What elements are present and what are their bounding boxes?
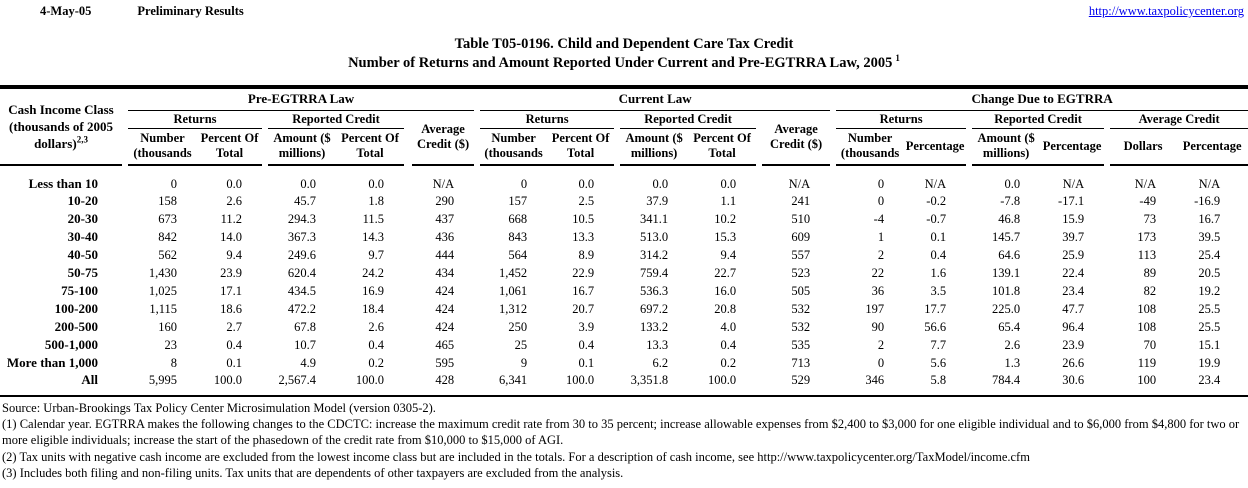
column-header-change-avg-dollars: Dollars	[1110, 128, 1176, 165]
data-cell: 25.5	[1198, 319, 1221, 334]
data-cell: 23.9	[1062, 337, 1085, 352]
data-cell: 160	[158, 319, 177, 334]
column-header-pre-credit-percent-of-total: Percent Of Total	[336, 128, 404, 165]
data-cell: 0.4	[578, 337, 595, 352]
data-cell: 595	[435, 355, 455, 370]
data-cell: 535	[791, 337, 811, 352]
column-spacer	[404, 372, 412, 395]
subheader-current-returns: Returns	[480, 110, 614, 128]
data-cell: 713	[791, 355, 811, 370]
data-cell: 108	[1137, 319, 1157, 334]
data-cell: 759.4	[639, 265, 669, 280]
data-cell: 5.8	[930, 372, 947, 387]
data-cell: 241	[791, 193, 811, 208]
data-cell: 89	[1143, 265, 1157, 280]
data-cell: 4.9	[300, 355, 316, 370]
data-cell: 4.0	[720, 319, 737, 334]
column-header-pre-average-credit: Average Credit ($)	[412, 110, 474, 165]
data-cell: 346	[865, 372, 885, 387]
data-cell: 434	[435, 265, 455, 280]
data-cell: 0.1	[226, 355, 242, 370]
column-header-change-number-thousands: Number (thousands	[836, 128, 904, 165]
table-body	[0, 165, 1248, 395]
data-cell: 562	[158, 247, 177, 262]
data-cell: 367.3	[287, 229, 316, 244]
data-cell: 0.0	[226, 176, 242, 191]
row-label: All	[81, 372, 98, 387]
data-cell: 73	[1143, 211, 1157, 226]
data-cell: 2	[877, 337, 885, 352]
data-cell: -16.9	[1194, 193, 1221, 208]
data-cell: 620.4	[287, 265, 316, 280]
table-title-line2: Number of Returns and Amount Reported Under Current and Pre-EGTRRA Law, 2005 $^1$	[348, 53, 900, 71]
data-cell: 96.4	[1062, 319, 1085, 334]
data-cell: 39.5	[1198, 229, 1221, 244]
subheader-change-reported-credit: Reported Credit	[972, 110, 1104, 128]
column-header-change-returns-percentage: Percentage	[904, 128, 966, 165]
data-cell: 0.1	[578, 355, 595, 370]
data-cell: 505	[791, 283, 811, 298]
data-cell: 6.2	[652, 355, 669, 370]
data-cell: 11.2	[220, 211, 242, 226]
table-row	[0, 192, 1248, 210]
data-cell: N/A	[1198, 176, 1221, 191]
data-cell: 314.2	[639, 247, 669, 262]
footnote-1: (1) Calendar year. EGTRRA makes the following changes to the CDCTC: increase the maximum credit rate from 30 to 35 percent; increase allowable expenses from $2,400 to $3,000 for one eligible individual and to $6,000 from $4,800 for two or more eligible individuals; increase the start of the phasedown of the credit rate from $10,000 to $15,000 of AGI.	[2, 417, 1240, 448]
data-cell: 2.6	[368, 319, 384, 334]
data-cell: 2,567.4	[278, 372, 316, 387]
data-cell: 424	[435, 301, 455, 316]
table-row	[0, 318, 1248, 336]
data-cell: 100.0	[355, 372, 384, 387]
data-cell: 25.5	[1198, 301, 1221, 316]
data-cell: 20.7	[572, 301, 595, 316]
data-cell: 18.6	[220, 301, 242, 316]
data-cell: 15.1	[1198, 337, 1221, 352]
row-label: 40-50	[67, 247, 98, 262]
data-cell: 10.2	[714, 211, 737, 226]
data-cell: 39.7	[1062, 229, 1085, 244]
table-row	[0, 300, 1248, 318]
data-cell: 0.4	[368, 337, 384, 352]
row-header-cash-income-class: Cash Income Class (thousands of 2005 dollars)$^{2,3}$	[0, 89, 122, 165]
data-cell: 673	[158, 211, 177, 226]
table-row	[0, 282, 1248, 300]
data-cell: 15.3	[714, 229, 737, 244]
data-cell: 8.9	[578, 247, 595, 262]
data-cell: 529	[791, 372, 811, 387]
data-cell: 0	[877, 176, 885, 191]
data-cell: 47.7	[1062, 301, 1085, 316]
data-cell: 100	[1137, 372, 1157, 387]
column-spacer	[404, 318, 412, 336]
data-cell: 1,061	[498, 283, 528, 298]
column-spacer	[404, 210, 412, 228]
data-cell: 24.2	[362, 265, 384, 280]
row-label: 10-20	[67, 193, 98, 208]
footnote-3: (3) Includes both filing and non-filing units. Tax units that are dependents of other taxpayers are excluded from the analysis.	[2, 465, 624, 480]
data-cell: 173	[1137, 229, 1157, 244]
data-cell: 197	[865, 301, 885, 316]
data-cell: 16.7	[1198, 211, 1221, 226]
subheader-pre-reported-credit: Reported Credit	[268, 110, 404, 128]
row-label: 20-30	[67, 211, 98, 226]
row-label: 75-100	[61, 283, 98, 298]
data-cell: 843	[508, 229, 528, 244]
data-cell: 341.1	[639, 211, 669, 226]
data-cell: 8	[170, 355, 177, 370]
data-cell: 3,351.8	[630, 372, 669, 387]
table-row	[0, 210, 1248, 228]
data-cell: 0.1	[930, 229, 947, 244]
data-cell: N/A	[924, 176, 947, 191]
table-title-line1: Table T05-0196. Child and Dependent Care Tax Credit	[454, 36, 794, 52]
column-spacer	[404, 110, 412, 165]
row-label: 30-40	[67, 229, 98, 244]
data-cell: -17.1	[1058, 193, 1085, 208]
data-cell: 250	[508, 319, 528, 334]
data-cell: 0.0	[652, 176, 669, 191]
data-cell: 10.5	[572, 211, 595, 226]
data-cell: 434.5	[287, 283, 316, 298]
data-cell: 1.8	[368, 193, 384, 208]
data-cell: 842	[158, 229, 177, 244]
data-cell: 113	[1137, 247, 1157, 262]
data-cell: 22.7	[714, 265, 737, 280]
table-row	[0, 246, 1248, 264]
table-row	[0, 372, 1248, 395]
data-cell: 0.0	[720, 176, 737, 191]
data-cell: 100.0	[565, 372, 595, 387]
data-cell: 65.4	[998, 319, 1021, 334]
column-header-current-credit-percent-of-total: Percent Of Total	[688, 128, 756, 165]
data-cell: 5.6	[930, 355, 947, 370]
data-cell: 472.2	[287, 301, 316, 316]
data-cell: -7.8	[1000, 193, 1021, 208]
data-cell: N/A	[432, 176, 455, 191]
data-cell: 19.9	[1198, 355, 1221, 370]
data-cell: 1.6	[930, 265, 947, 280]
data-cell: 101.8	[991, 283, 1021, 298]
data-cell: 1,452	[498, 265, 528, 280]
column-header-pre-number-thousands: Number (thousands	[128, 128, 197, 165]
data-cell: -49	[1139, 193, 1157, 208]
data-cell: 10.7	[294, 337, 316, 352]
data-cell: 11.5	[362, 211, 384, 226]
data-cell: 56.6	[924, 319, 947, 334]
data-cell: 36	[871, 283, 885, 298]
data-cell: 14.3	[362, 229, 384, 244]
data-cell: 25.9	[1062, 247, 1085, 262]
data-cell: 9.4	[720, 247, 737, 262]
data-cell: 22.9	[572, 265, 595, 280]
data-cell: 1	[877, 229, 885, 244]
data-cell: 0	[170, 176, 177, 191]
column-spacer	[404, 165, 412, 192]
data-cell: 20.5	[1198, 265, 1221, 280]
data-cell: -4	[873, 211, 885, 226]
data-cell: 22.4	[1062, 265, 1085, 280]
data-cell: 23	[164, 337, 177, 352]
data-cell: 67.8	[294, 319, 316, 334]
data-table	[0, 89, 1248, 395]
table-title	[0, 35, 1248, 73]
column-spacer	[404, 192, 412, 210]
data-cell: 2	[877, 247, 885, 262]
data-cell: 290	[435, 193, 455, 208]
column-header-pre-amount-millions: Amount ($ millions)	[268, 128, 336, 165]
data-cell: 0.0	[578, 176, 595, 191]
data-cell: 20.8	[714, 301, 737, 316]
column-header-current-number-thousands: Number (thousands	[480, 128, 547, 165]
data-cell: 1.1	[720, 193, 737, 208]
data-cell: 437	[435, 211, 455, 226]
data-cell: 25	[514, 337, 528, 352]
data-cell: 225.0	[991, 301, 1021, 316]
data-cell: 249.6	[287, 247, 316, 262]
data-cell: -0.2	[926, 193, 947, 208]
preliminary-results-label: Preliminary Results	[137, 4, 244, 18]
column-spacer	[404, 354, 412, 372]
column-spacer	[404, 282, 412, 300]
data-cell: 424	[435, 283, 455, 298]
data-cell: 428	[435, 372, 455, 387]
row-label: 500-1,000	[44, 337, 98, 352]
data-cell: 13.3	[572, 229, 595, 244]
title-footnote-ref: 1	[895, 53, 900, 64]
data-cell: 9	[520, 355, 528, 370]
data-cell: 158	[158, 193, 177, 208]
footnotes	[0, 397, 1248, 481]
column-spacer	[404, 336, 412, 354]
data-cell: 108	[1137, 301, 1157, 316]
data-cell: 30.6	[1062, 372, 1085, 387]
data-cell: 14.0	[220, 229, 242, 244]
taxpolicycenter-link[interactable]: http://www.taxpolicycenter.org	[1088, 4, 1244, 18]
row-label: 50-75	[67, 265, 98, 280]
data-cell: 668	[508, 211, 528, 226]
data-cell: 23.4	[1062, 283, 1085, 298]
data-cell: 1,025	[148, 283, 177, 298]
data-cell: 532	[791, 319, 811, 334]
data-cell: 100.0	[707, 372, 737, 387]
data-cell: 64.6	[998, 247, 1021, 262]
subheader-change-returns: Returns	[836, 110, 966, 128]
column-spacer	[404, 246, 412, 264]
data-cell: 465	[435, 337, 455, 352]
data-cell: 510	[791, 211, 811, 226]
data-cell: 0.4	[226, 337, 242, 352]
data-cell: 0.0	[1004, 176, 1021, 191]
source-note: Source: Urban-Brookings Tax Policy Center Microsimulation Model (version 0305-2).	[2, 401, 436, 415]
data-cell: 0.0	[300, 176, 316, 191]
column-header-change-avg-percentage: Percentage	[1176, 128, 1248, 165]
row-label: 100-200	[54, 301, 98, 316]
data-cell: 532	[791, 301, 811, 316]
subheader-current-reported-credit: Reported Credit	[620, 110, 756, 128]
data-cell: 15.9	[1062, 211, 1085, 226]
data-cell: 0.2	[368, 355, 384, 370]
data-cell: 0.4	[720, 337, 737, 352]
data-cell: 0	[520, 176, 528, 191]
table-row	[0, 165, 1248, 192]
data-cell: 0.0	[368, 176, 384, 191]
data-cell: 2.5	[578, 193, 595, 208]
data-cell: 294.3	[287, 211, 316, 226]
data-cell: 25.4	[1198, 247, 1221, 262]
data-cell: 1,430	[148, 265, 177, 280]
column-header-current-average-credit: Average Credit ($)	[762, 110, 830, 165]
data-cell: 90	[871, 319, 885, 334]
table-row	[0, 228, 1248, 246]
column-spacer	[404, 264, 412, 282]
data-cell: 1,115	[149, 301, 177, 316]
table-row	[0, 354, 1248, 372]
group-header-pre-egtrra-law: Pre-EGTRRA Law	[128, 89, 474, 110]
page-header	[0, 0, 1248, 18]
column-spacer	[404, 228, 412, 246]
row-label: Less than 10	[28, 176, 98, 191]
group-header-current-law: Current Law	[480, 89, 830, 110]
data-cell: 23.9	[220, 265, 242, 280]
data-cell: 26.6	[1062, 355, 1085, 370]
row-label: More than 1,000	[6, 355, 98, 370]
data-cell: 22	[871, 265, 885, 280]
data-cell: 145.7	[991, 229, 1021, 244]
footnote-2: (2) Tax units with negative cash income are excluded from the lowest income class but are included in the totals. For a description of cash income, see http://www.taxpolicycenter.org/TaxModel/income.cfm	[2, 449, 1030, 464]
column-spacer	[404, 300, 412, 318]
data-cell: 17.7	[924, 301, 947, 316]
row-label: 200-500	[54, 319, 98, 334]
data-cell: 784.4	[991, 372, 1021, 387]
data-cell: 133.2	[639, 319, 669, 334]
data-cell: 46.8	[998, 211, 1021, 226]
data-cell: 0.4	[930, 247, 947, 262]
data-cell: 37.9	[646, 193, 669, 208]
data-cell: N/A	[1062, 176, 1085, 191]
data-cell: 609	[791, 229, 811, 244]
data-cell: 424	[435, 319, 455, 334]
subheader-pre-returns: Returns	[128, 110, 262, 128]
data-cell: 6,341	[498, 372, 528, 387]
data-cell: 0	[877, 193, 885, 208]
data-cell: 7.7	[930, 337, 947, 352]
data-cell: 557	[791, 247, 811, 262]
data-cell: 1.3	[1004, 355, 1021, 370]
data-cell: 139.1	[991, 265, 1021, 280]
table-row	[0, 264, 1248, 282]
data-cell: 697.2	[639, 301, 669, 316]
data-cell: 1,312	[498, 301, 528, 316]
data-cell: 536.3	[639, 283, 669, 298]
column-header-current-returns-percent-of-total: Percent Of Total	[547, 128, 614, 165]
data-cell: 564	[508, 247, 528, 262]
group-header-change-due-to-egtrra: Change Due to EGTRRA	[836, 89, 1248, 110]
data-cell: 9.4	[226, 247, 242, 262]
data-cell: 523	[791, 265, 811, 280]
data-cell: 70	[1143, 337, 1157, 352]
table-row	[0, 336, 1248, 354]
subheader-change-average-credit: Average Credit	[1110, 110, 1248, 128]
data-cell: 82	[1143, 283, 1157, 298]
row-header-footnote-ref: 2,3	[76, 134, 88, 145]
data-cell: 3.5	[930, 283, 947, 298]
data-cell: 18.4	[362, 301, 384, 316]
data-cell: 157	[508, 193, 528, 208]
column-header-change-amount-millions: Amount ($ millions)	[972, 128, 1040, 165]
data-cell: 16.9	[362, 283, 384, 298]
data-cell: 100.0	[213, 372, 242, 387]
column-header-change-credit-percentage: Percentage	[1040, 128, 1104, 165]
column-header-pre-returns-percent-of-total: Percent Of Total	[197, 128, 262, 165]
data-cell: -0.7	[926, 211, 947, 226]
data-cell: 23.4	[1198, 372, 1221, 387]
data-cell: 0	[877, 355, 885, 370]
data-cell: 119	[1137, 355, 1157, 370]
data-cell: 17.1	[220, 283, 242, 298]
data-cell: 444	[435, 247, 455, 262]
data-cell: 513.0	[639, 229, 669, 244]
data-cell: 19.2	[1198, 283, 1221, 298]
data-cell: 0.2	[720, 355, 737, 370]
column-header-current-amount-millions: Amount ($ millions)	[620, 128, 688, 165]
data-cell: 45.7	[294, 193, 316, 208]
data-cell: 13.3	[646, 337, 669, 352]
date-label: 4-May-05	[40, 4, 92, 18]
data-cell: 2.6	[226, 193, 242, 208]
data-cell: 16.7	[572, 283, 595, 298]
data-cell: 5,995	[148, 372, 177, 387]
data-cell: N/A	[1134, 176, 1157, 191]
data-cell: 16.0	[714, 283, 737, 298]
data-cell: 9.7	[368, 247, 384, 262]
data-cell: 436	[435, 229, 455, 244]
data-cell: N/A	[788, 176, 811, 191]
data-cell: 2.6	[1004, 337, 1021, 352]
data-cell: 2.7	[226, 319, 242, 334]
data-cell: 3.9	[578, 319, 595, 334]
